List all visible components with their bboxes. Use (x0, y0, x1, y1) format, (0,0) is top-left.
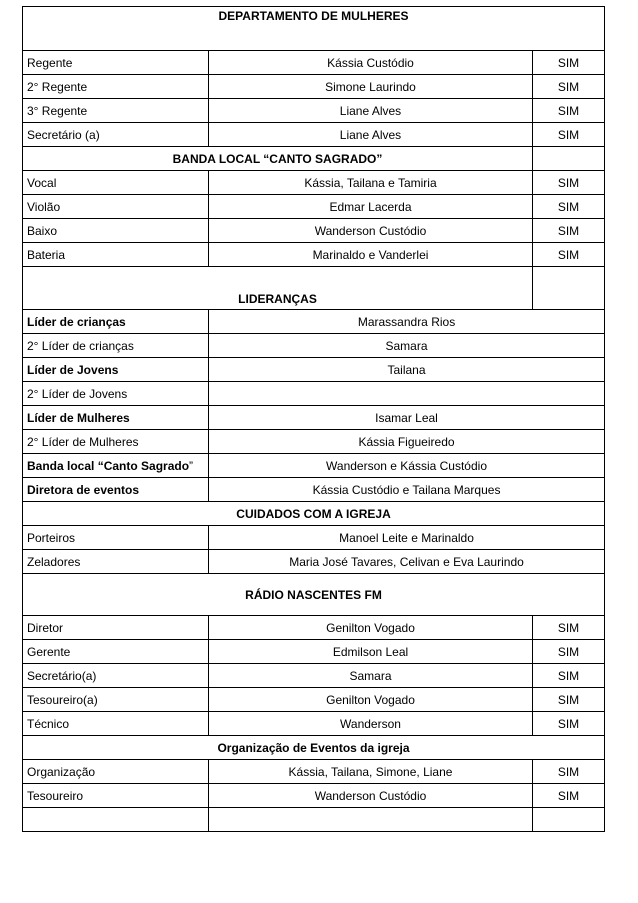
empty-cell (533, 808, 605, 832)
role-cell: Tesoureiro(a) (23, 688, 209, 712)
role-cell: Líder de Jovens (23, 358, 209, 382)
name-cell: Kássia, Tailana e Tamiria (209, 171, 533, 195)
table-row (23, 99, 605, 123)
table-row (23, 171, 605, 195)
role-cell: Gerente (23, 640, 209, 664)
role-cell: Regente (23, 51, 209, 75)
table-row (23, 526, 605, 550)
section-title-radio: RÁDIO NASCENTES FM (23, 574, 605, 616)
name-cell: Genilton Vogado (209, 688, 533, 712)
name-cell: Kássia Custódio e Tailana Marques (209, 478, 605, 502)
section-title-dep-mulheres: DEPARTAMENTO DE MULHERES (23, 7, 605, 51)
table-row (23, 454, 605, 478)
name-cell (209, 382, 605, 406)
role-cell: Bateria (23, 243, 209, 267)
empty-cell (209, 808, 533, 832)
section-title-eventos: Organização de Eventos da igreja (23, 736, 605, 760)
name-cell: Wanderson e Kássia Custódio (209, 454, 605, 478)
name-cell: Maria José Tavares, Celivan e Eva Laurindo (209, 550, 605, 574)
role-cell: 3° Regente (23, 99, 209, 123)
table-row (23, 712, 605, 736)
role-cell: Organização (23, 760, 209, 784)
name-cell: Kássia Figueiredo (209, 430, 605, 454)
status-cell: SIM (533, 640, 605, 664)
table-row (23, 616, 605, 640)
table-row (23, 123, 605, 147)
name-cell: Simone Laurindo (209, 75, 533, 99)
table-row (23, 310, 605, 334)
section-title-cuidados: CUIDADOS COM A IGREJA (23, 502, 605, 526)
status-cell: SIM (533, 784, 605, 808)
role-cell: Baixo (23, 219, 209, 243)
role-cell (23, 454, 209, 478)
table-row (23, 406, 605, 430)
empty-cell (533, 147, 605, 171)
table-row (23, 784, 605, 808)
status-cell: SIM (533, 195, 605, 219)
status-cell: SIM (533, 760, 605, 784)
status-cell: SIM (533, 243, 605, 267)
name-cell: Kássia, Tailana, Simone, Liane (209, 760, 533, 784)
status-cell: SIM (533, 75, 605, 99)
table-row-empty (23, 808, 605, 832)
empty-cell (533, 267, 605, 310)
section-header-row (23, 736, 605, 760)
table-row (23, 219, 605, 243)
role-cell: Secretário (a) (23, 123, 209, 147)
table-row (23, 334, 605, 358)
status-cell: SIM (533, 51, 605, 75)
name-cell: Marassandra Rios (209, 310, 605, 334)
role-cell: 2° Líder de Jovens (23, 382, 209, 406)
table-row (23, 760, 605, 784)
name-cell: Wanderson (209, 712, 533, 736)
table-row (23, 664, 605, 688)
name-cell: Wanderson Custódio (209, 784, 533, 808)
role-cell: 2° Líder de Mulheres (23, 430, 209, 454)
section-title-banda-local: BANDA LOCAL “CANTO SAGRADO” (23, 147, 533, 171)
name-cell: Manoel Leite e Marinaldo (209, 526, 605, 550)
role-cell: Zeladores (23, 550, 209, 574)
role-cell: Secretário(a) (23, 664, 209, 688)
name-cell: Liane Alves (209, 99, 533, 123)
table-row (23, 640, 605, 664)
table-row (23, 358, 605, 382)
table-row (23, 478, 605, 502)
role-cell: Diretor (23, 616, 209, 640)
role-cell: Líder de crianças (23, 310, 209, 334)
section-title-liderancas: LIDERANÇAS (23, 267, 533, 310)
name-cell: Tailana (209, 358, 605, 382)
role-cell: Porteiros (23, 526, 209, 550)
section-header-row (23, 7, 605, 51)
status-cell: SIM (533, 616, 605, 640)
table-row (23, 195, 605, 219)
role-cell: Técnico (23, 712, 209, 736)
status-cell: SIM (533, 219, 605, 243)
name-cell: Kássia Custódio (209, 51, 533, 75)
role-cell: Violão (23, 195, 209, 219)
roster-table (22, 6, 605, 832)
table-row (23, 430, 605, 454)
role-cell: Diretora de eventos (23, 478, 209, 502)
name-cell: Marinaldo e Vanderlei (209, 243, 533, 267)
name-cell: Isamar Leal (209, 406, 605, 430)
role-cell: Líder de Mulheres (23, 406, 209, 430)
name-cell: Genilton Vogado (209, 616, 533, 640)
name-cell: Samara (209, 664, 533, 688)
name-cell: Liane Alves (209, 123, 533, 147)
status-cell: SIM (533, 123, 605, 147)
table-row (23, 243, 605, 267)
table-row (23, 382, 605, 406)
role-cell: Tesoureiro (23, 784, 209, 808)
role-tail-text: ” (189, 458, 194, 473)
name-cell: Edmar Lacerda (209, 195, 533, 219)
table-row (23, 688, 605, 712)
table-row (23, 51, 605, 75)
role-bold-text: Banda local “Canto Sagrado (27, 458, 190, 473)
section-header-row (23, 574, 605, 616)
name-cell: Wanderson Custódio (209, 219, 533, 243)
status-cell: SIM (533, 688, 605, 712)
section-header-row (23, 267, 605, 310)
status-cell: SIM (533, 171, 605, 195)
role-cell: 2° Líder de crianças (23, 334, 209, 358)
status-cell: SIM (533, 712, 605, 736)
section-header-row (23, 147, 605, 171)
role-cell: 2° Regente (23, 75, 209, 99)
table-row (23, 550, 605, 574)
section-header-row (23, 502, 605, 526)
empty-cell (23, 808, 209, 832)
name-cell: Edmilson Leal (209, 640, 533, 664)
status-cell: SIM (533, 664, 605, 688)
table-row (23, 75, 605, 99)
role-cell: Vocal (23, 171, 209, 195)
status-cell: SIM (533, 99, 605, 123)
name-cell: Samara (209, 334, 605, 358)
